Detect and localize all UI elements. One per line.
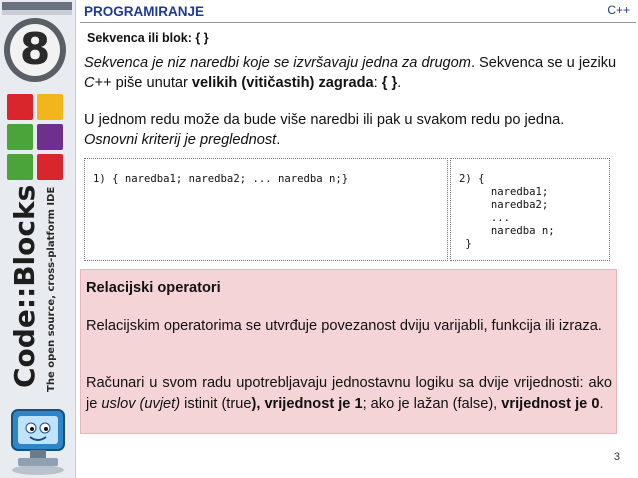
chapter-badge [4,18,66,82]
panel-p2-c: ), vrijednost je 1 [251,396,363,412]
panel-p2-d: ; ako je lažan (false), [362,396,502,412]
code-line: 1) { naredba1; naredba2; ... naredba n;} [93,173,349,185]
intro-end: . [397,75,402,91]
code-line: ... [459,212,511,224]
second-paragraph [84,110,629,150]
intro-braces-term: velikih (vitičastih) zagrada [191,75,374,91]
code-example-multiline [450,158,610,261]
course-title: PROGRAMIRANJE [84,4,205,19]
intro-text-2: piše unutar [111,75,192,91]
code-line: 2) { [459,173,485,185]
code-example-inline [84,158,448,261]
panel-p2-f: . [599,396,604,412]
brand-word: Code::Blocks [8,184,41,388]
computer-mascot-icon [4,400,72,476]
brand-tagline: The open source, cross-platform IDE [46,186,57,392]
second-line-2: Osnovni kriterij je preglednost [84,132,277,148]
sidebar-thumbnail-menubar [2,10,72,15]
sidebar [0,0,76,478]
panel-p2-e: vrijednost je 0 [501,396,600,412]
slide-subtitle: Sekvenca ili blok: { } [87,31,209,45]
code-line: naredba n; [459,225,555,237]
intro-text-1: . Sekvenca se u jeziku [470,55,617,71]
code-line: naredba1; [459,186,549,198]
second-line-1: U jednom redu može da bude više naredbi ili pak u svakom redu po jedna. [84,112,565,128]
panel-p2-a: Računari u svom radu upotrebljavaju jednostavnu logiku sa dvije vrijednosti: ako je [86,375,612,412]
intro-braces: { } [381,75,398,91]
chapter-badge-inner [10,24,60,76]
panel-p2-b: istinit (true [180,396,252,412]
language-label: C++ [607,3,630,17]
intro-lang: C++ [84,75,112,91]
panel-title: Relacijski operatori [86,280,221,296]
chapter-number: 8 [19,24,51,75]
panel-p2-uslov: uslov (uvjet) [101,396,181,412]
intro-colon: : [373,75,382,91]
code-line: naredba2; [459,199,549,211]
header-divider [80,22,636,23]
sidebar-thumbnail-titlebar [2,2,72,10]
intro-paragraph [84,53,629,93]
second-line-2-end: . [276,132,281,148]
page-number: 3 [613,451,620,463]
panel-paragraph-1: Relacijskim operatorima se utvrđuje povezanost dviju varijabli, funkcija ili izraza. [86,318,602,334]
intro-definition: Sekvenca je niz naredbi koje se izvršavaju jedna za drugom [84,55,471,71]
panel-paragraph-2 [86,373,612,415]
code-line: } [459,238,472,250]
